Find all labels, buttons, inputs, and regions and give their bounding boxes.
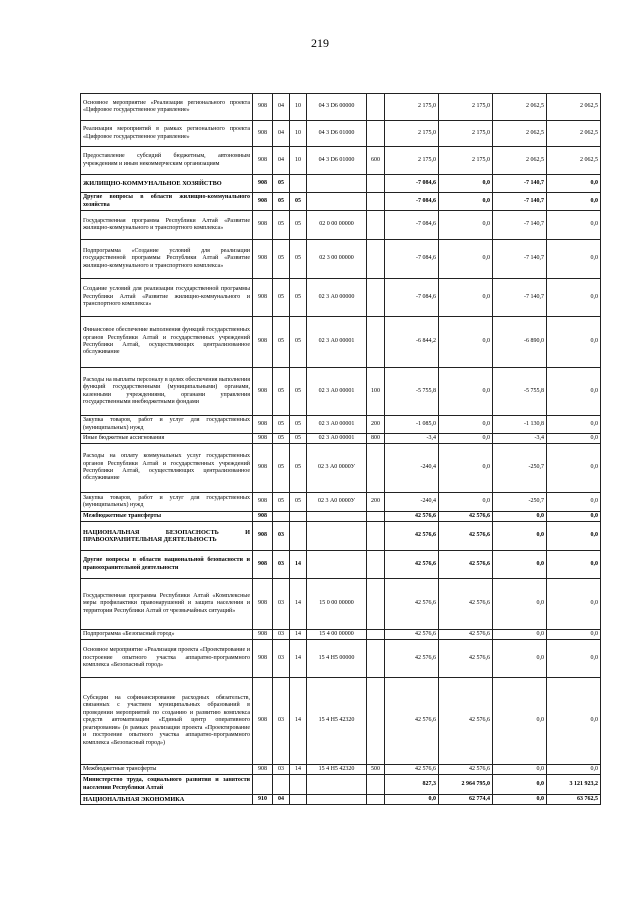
amount-col-2: 42 576,6: [439, 512, 493, 522]
subsection-code: 05: [290, 444, 307, 493]
amount-col-2: 0,0: [439, 240, 493, 279]
target-article-code: [307, 175, 367, 193]
target-article-code: 04 3 D6 01000: [307, 121, 367, 147]
ved-code: 908: [253, 279, 273, 317]
row-name: Министерство труда, социального развития и занятости населения Республики Алтай: [81, 775, 253, 795]
subsection-code: 14: [290, 765, 307, 775]
table-row: [81, 147, 601, 175]
section-code: 03: [273, 522, 290, 551]
subsection-code: 05: [290, 211, 307, 240]
amount-col-4: 0,0: [547, 630, 601, 640]
table-row: [81, 795, 601, 805]
amount-col-1: 42 576,6: [385, 630, 439, 640]
table-row: [81, 775, 601, 795]
section-code: [273, 775, 290, 795]
table-row: [81, 630, 601, 640]
row-name: Закупка товаров, работ и услуг для государственных (муниципальных) нужд: [81, 493, 253, 512]
expense-type-code: [367, 551, 385, 579]
amount-col-3: 0,0: [493, 775, 547, 795]
section-code: 05: [273, 416, 290, 434]
amount-col-1: 42 576,6: [385, 512, 439, 522]
row-name: Расходы на оплату коммунальных услуг государственных органов Республики Алтай и государственных учреждений Республики Алтай, осуществляющих централизованное обслуживание: [81, 444, 253, 493]
amount-col-3: 2 062,5: [493, 94, 547, 121]
ved-code: 908: [253, 317, 273, 368]
row-name: Основное мероприятие «Реализация проекта «Проектирование и построение опытного участка аппаратно-программного комплекса «Безопасный город»: [81, 640, 253, 678]
section-code: 05: [273, 493, 290, 512]
amount-col-1: -7 084,6: [385, 279, 439, 317]
amount-col-4: 0,0: [547, 522, 601, 551]
amount-col-4: 3 121 923,2: [547, 775, 601, 795]
row-name: Иные бюджетные ассигнования: [81, 434, 253, 444]
amount-col-2: 0,0: [439, 193, 493, 211]
expense-type-code: 500: [367, 765, 385, 775]
table-row: [81, 522, 601, 551]
expense-type-code: 200: [367, 493, 385, 512]
ved-code: 908: [253, 416, 273, 434]
target-article-code: [307, 795, 367, 805]
expense-type-code: [367, 121, 385, 147]
section-code: 05: [273, 444, 290, 493]
expense-type-code: [367, 240, 385, 279]
amount-col-3: 0,0: [493, 678, 547, 765]
amount-col-2: 42 576,6: [439, 551, 493, 579]
amount-col-1: -7 084,6: [385, 240, 439, 279]
amount-col-3: 0,0: [493, 579, 547, 630]
section-code: 05: [273, 368, 290, 416]
amount-col-1: -7 084,6: [385, 175, 439, 193]
target-article-code: 02 3 А0 00000: [307, 279, 367, 317]
amount-col-2: 42 576,6: [439, 522, 493, 551]
amount-col-1: -240,4: [385, 493, 439, 512]
subsection-code: [290, 795, 307, 805]
target-article-code: 04 3 D6 00000: [307, 94, 367, 121]
amount-col-4: 0,0: [547, 765, 601, 775]
row-name: НАЦИОНАЛЬНАЯ ЭКОНОМИКА: [81, 795, 253, 805]
ved-code: 908: [253, 121, 273, 147]
row-name: Межбюджетные трансферты: [81, 765, 253, 775]
row-name: ЖИЛИЩНО-КОММУНАЛЬНОЕ ХОЗЯЙСТВО: [81, 175, 253, 193]
amount-col-4: 0,0: [547, 640, 601, 678]
section-code: 05: [273, 175, 290, 193]
ved-code: [253, 775, 273, 795]
amount-col-3: -7 140,7: [493, 240, 547, 279]
row-name: Подпрограмма «Безопасный город»: [81, 630, 253, 640]
amount-col-3: 0,0: [493, 765, 547, 775]
amount-col-1: -6 844,2: [385, 317, 439, 368]
amount-col-2: 0,0: [439, 368, 493, 416]
amount-col-2: 2 964 795,0: [439, 775, 493, 795]
amount-col-2: 0,0: [439, 434, 493, 444]
amount-col-4: 0,0: [547, 368, 601, 416]
expense-type-code: [367, 444, 385, 493]
amount-col-3: -7 140,7: [493, 279, 547, 317]
ved-code: 908: [253, 765, 273, 775]
ved-code: 908: [253, 94, 273, 121]
target-article-code: 02 3 А0 00001: [307, 434, 367, 444]
amount-col-2: 0,0: [439, 175, 493, 193]
expense-type-code: [367, 94, 385, 121]
table-row: [81, 551, 601, 579]
section-code: 05: [273, 211, 290, 240]
amount-col-3: 0,0: [493, 512, 547, 522]
table-row: [81, 493, 601, 512]
expense-type-code: 100: [367, 368, 385, 416]
table-row: [81, 416, 601, 434]
expense-type-code: [367, 211, 385, 240]
amount-col-4: 0,0: [547, 444, 601, 493]
target-article-code: 02 3 А0 00001: [307, 368, 367, 416]
amount-col-4: 2 062,5: [547, 147, 601, 175]
amount-col-4: 0,0: [547, 551, 601, 579]
expense-type-code: [367, 317, 385, 368]
expense-type-code: [367, 775, 385, 795]
amount-col-4: 0,0: [547, 579, 601, 630]
subsection-code: 05: [290, 317, 307, 368]
subsection-code: 10: [290, 147, 307, 175]
amount-col-4: 0,0: [547, 493, 601, 512]
amount-col-3: 0,0: [493, 551, 547, 579]
expense-type-code: 600: [367, 147, 385, 175]
amount-col-4: 0,0: [547, 434, 601, 444]
amount-col-3: -3,4: [493, 434, 547, 444]
subsection-code: 05: [290, 434, 307, 444]
section-code: 03: [273, 640, 290, 678]
expense-type-code: [367, 630, 385, 640]
expense-type-code: [367, 175, 385, 193]
amount-col-4: 63 762,5: [547, 795, 601, 805]
amount-col-3: -1 130,8: [493, 416, 547, 434]
target-article-code: 15 4 Н5 42320: [307, 678, 367, 765]
row-name: Субсидии на софинансирование расходных обязательств, связанных с участием муниципальных образований в проведении мероприятий по созданию и развитию комплекса средств автоматизации «Единый центр оперативного реагирования» (в рамках реализации проекта «Проектирование и построение опытного участка аппаратно-программного комплекса «Безопасный город»): [81, 678, 253, 765]
target-article-code: 02 3 А0 00001: [307, 317, 367, 368]
expense-type-code: 200: [367, 416, 385, 434]
amount-col-1: -7 084,6: [385, 211, 439, 240]
amount-col-2: 42 576,6: [439, 630, 493, 640]
target-article-code: 15 0 00 00000: [307, 579, 367, 630]
amount-col-1: 42 576,6: [385, 765, 439, 775]
expense-type-code: [367, 678, 385, 765]
amount-col-3: 0,0: [493, 795, 547, 805]
subsection-code: [290, 175, 307, 193]
table-row: [81, 175, 601, 193]
ved-code: 908: [253, 551, 273, 579]
amount-col-1: -240,4: [385, 444, 439, 493]
amount-col-2: 0,0: [439, 317, 493, 368]
amount-col-4: 0,0: [547, 211, 601, 240]
subsection-code: 05: [290, 279, 307, 317]
amount-col-2: 0,0: [439, 279, 493, 317]
subsection-code: 14: [290, 640, 307, 678]
subsection-code: 14: [290, 551, 307, 579]
table-row: [81, 444, 601, 493]
amount-col-4: 0,0: [547, 279, 601, 317]
ved-code: 908: [253, 175, 273, 193]
section-code: 05: [273, 434, 290, 444]
table-row: [81, 678, 601, 765]
ved-code: 908: [253, 522, 273, 551]
row-name: Предоставление субсидий бюджетным, автономным учреждениям и иным некоммерческим организациям: [81, 147, 253, 175]
table-row: [81, 279, 601, 317]
table-row: [81, 211, 601, 240]
subsection-code: 05: [290, 416, 307, 434]
amount-col-4: 0,0: [547, 678, 601, 765]
amount-col-3: 0,0: [493, 630, 547, 640]
ved-code: 908: [253, 240, 273, 279]
amount-col-3: 0,0: [493, 522, 547, 551]
target-article-code: [307, 775, 367, 795]
ved-code: 908: [253, 368, 273, 416]
section-code: 04: [273, 147, 290, 175]
target-article-code: [307, 512, 367, 522]
subsection-code: 05: [290, 193, 307, 211]
amount-col-4: 2 062,5: [547, 121, 601, 147]
table-row: [81, 434, 601, 444]
amount-col-1: 2 175,0: [385, 121, 439, 147]
amount-col-2: 0,0: [439, 444, 493, 493]
amount-col-2: 2 175,0: [439, 121, 493, 147]
table-row: [81, 579, 601, 630]
expense-type-code: [367, 640, 385, 678]
subsection-code: 05: [290, 240, 307, 279]
amount-col-1: 0,0: [385, 795, 439, 805]
section-code: 03: [273, 630, 290, 640]
subsection-code: 14: [290, 579, 307, 630]
amount-col-1: 2 175,0: [385, 147, 439, 175]
row-name: НАЦИОНАЛЬНАЯ БЕЗОПАСНОСТЬ И ПРАВООХРАНИТЕЛЬНАЯ ДЕЯТЕЛЬНОСТЬ: [81, 522, 253, 551]
row-name: Другие вопросы в области национальной безопасности и правоохранительной деятельности: [81, 551, 253, 579]
target-article-code: [307, 551, 367, 579]
amount-col-3: -7 140,7: [493, 175, 547, 193]
ved-code: 908: [253, 434, 273, 444]
amount-col-2: 0,0: [439, 493, 493, 512]
amount-col-2: 2 175,0: [439, 147, 493, 175]
target-article-code: [307, 522, 367, 551]
amount-col-1: 42 576,6: [385, 678, 439, 765]
subsection-code: [290, 512, 307, 522]
subsection-code: [290, 775, 307, 795]
expense-type-code: [367, 579, 385, 630]
amount-col-3: -6 890,0: [493, 317, 547, 368]
ved-code: 908: [253, 630, 273, 640]
amount-col-2: 62 774,4: [439, 795, 493, 805]
ved-code: 908: [253, 579, 273, 630]
table-row: [81, 512, 601, 522]
section-code: 03: [273, 579, 290, 630]
section-code: 03: [273, 765, 290, 775]
amount-col-1: 42 576,6: [385, 579, 439, 630]
section-code: 05: [273, 317, 290, 368]
expense-type-code: [367, 193, 385, 211]
row-name: Межбюджетные трансферты: [81, 512, 253, 522]
row-name: Расходы на выплаты персоналу в целях обеспечения выполнения функций государственными (муниципальными) органами, казенными учреждениями, органами управления государственными внебюджетными фондами: [81, 368, 253, 416]
subsection-code: [290, 522, 307, 551]
target-article-code: 15 4 Н5 00000: [307, 640, 367, 678]
table-row: [81, 240, 601, 279]
amount-col-1: -5 755,8: [385, 368, 439, 416]
amount-col-4: 0,0: [547, 512, 601, 522]
row-name: Основное мероприятие «Реализация регионального проекта «Цифровое государственное управление»: [81, 94, 253, 121]
ved-code: 908: [253, 193, 273, 211]
subsection-code: 10: [290, 94, 307, 121]
target-article-code: [307, 193, 367, 211]
amount-col-4: 0,0: [547, 317, 601, 368]
target-article-code: 02 3 00 00000: [307, 240, 367, 279]
amount-col-4: 2 062,5: [547, 94, 601, 121]
target-article-code: 15 4 Н5 42320: [307, 765, 367, 775]
amount-col-4: 0,0: [547, 240, 601, 279]
page-number: 219: [311, 36, 329, 50]
amount-col-1: -3,4: [385, 434, 439, 444]
section-code: [273, 512, 290, 522]
amount-col-3: -5 755,8: [493, 368, 547, 416]
amount-col-4: 0,0: [547, 416, 601, 434]
amount-col-4: 0,0: [547, 175, 601, 193]
amount-col-1: 2 175,0: [385, 94, 439, 121]
ved-code: 908: [253, 211, 273, 240]
amount-col-3: 2 062,5: [493, 147, 547, 175]
row-name: Государственная программа Республики Алтай «Комплексные меры профилактики правонарушений и защита населения и территории Республики Алтай от чрезвычайных ситуаций»: [81, 579, 253, 630]
amount-col-1: 827,3: [385, 775, 439, 795]
subsection-code: 05: [290, 493, 307, 512]
ved-code: 908: [253, 444, 273, 493]
ved-code: 908: [253, 512, 273, 522]
ved-code: 908: [253, 147, 273, 175]
row-name: Подпрограмма «Создание условий для реализации государственной программы Республики Алтай «Развитие жилищно-коммунального и транспортного комплекса»: [81, 240, 253, 279]
target-article-code: 02 3 А0 00001: [307, 416, 367, 434]
table-row: [81, 640, 601, 678]
table-row: [81, 121, 601, 147]
table-row: [81, 765, 601, 775]
section-code: 03: [273, 678, 290, 765]
subsection-code: 14: [290, 678, 307, 765]
amount-col-1: -7 084,6: [385, 193, 439, 211]
row-name: Закупка товаров, работ и услуг для государственных (муниципальных) нужд: [81, 416, 253, 434]
amount-col-2: 42 576,6: [439, 640, 493, 678]
expense-type-code: [367, 522, 385, 551]
ved-code: 910: [253, 795, 273, 805]
target-article-code: 02 0 00 00000: [307, 211, 367, 240]
row-name: Финансовое обеспечение выполнения функций государственных органов Республики Алтай и государственных учреждений Республики Алтай, осуществляющих централизованное обслуживание: [81, 317, 253, 368]
row-name: Создание условий для реализации государственной программы Республики Алтай «Развитие жилищно-коммунального и транспортного комплекса»: [81, 279, 253, 317]
expense-type-code: [367, 795, 385, 805]
target-article-code: 04 3 D6 01000: [307, 147, 367, 175]
table-row: [81, 193, 601, 211]
amount-col-3: 0,0: [493, 640, 547, 678]
target-article-code: 02 3 А0 0000У: [307, 493, 367, 512]
expense-type-code: [367, 512, 385, 522]
subsection-code: 05: [290, 368, 307, 416]
target-article-code: 02 3 А0 0000У: [307, 444, 367, 493]
subsection-code: 10: [290, 121, 307, 147]
amount-col-2: 42 576,6: [439, 579, 493, 630]
row-name: Реализация мероприятий в рамках регионального проекта «Цифровое государственное управление»: [81, 121, 253, 147]
row-name: Государственная программа Республики Алтай «Развитие жилищно-коммунального и транспортного комплекса»: [81, 211, 253, 240]
amount-col-3: -250,7: [493, 444, 547, 493]
amount-col-3: -7 140,7: [493, 193, 547, 211]
amount-col-2: 42 576,6: [439, 678, 493, 765]
amount-col-2: 0,0: [439, 211, 493, 240]
amount-col-3: 2 062,5: [493, 121, 547, 147]
section-code: 04: [273, 121, 290, 147]
amount-col-3: -250,7: [493, 493, 547, 512]
amount-col-2: 2 175,0: [439, 94, 493, 121]
budget-table: [80, 93, 601, 805]
amount-col-2: 0,0: [439, 416, 493, 434]
section-code: 03: [273, 551, 290, 579]
ved-code: 908: [253, 640, 273, 678]
table-row: [81, 317, 601, 368]
ved-code: 908: [253, 678, 273, 765]
target-article-code: 15 4 00 00000: [307, 630, 367, 640]
subsection-code: 14: [290, 630, 307, 640]
amount-col-1: 42 576,6: [385, 551, 439, 579]
amount-col-1: 42 576,6: [385, 522, 439, 551]
expense-type-code: [367, 279, 385, 317]
amount-col-1: 42 576,6: [385, 640, 439, 678]
table-row: [81, 94, 601, 121]
ved-code: 908: [253, 493, 273, 512]
expense-type-code: 800: [367, 434, 385, 444]
table-row: [81, 368, 601, 416]
section-code: 05: [273, 279, 290, 317]
row-name: Другие вопросы в области жилищно-коммунального хозяйства: [81, 193, 253, 211]
section-code: 04: [273, 94, 290, 121]
amount-col-2: 42 576,6: [439, 765, 493, 775]
amount-col-1: -1 085,0: [385, 416, 439, 434]
section-code: 04: [273, 795, 290, 805]
section-code: 05: [273, 240, 290, 279]
amount-col-4: 0,0: [547, 193, 601, 211]
amount-col-3: -7 140,7: [493, 211, 547, 240]
section-code: 05: [273, 193, 290, 211]
